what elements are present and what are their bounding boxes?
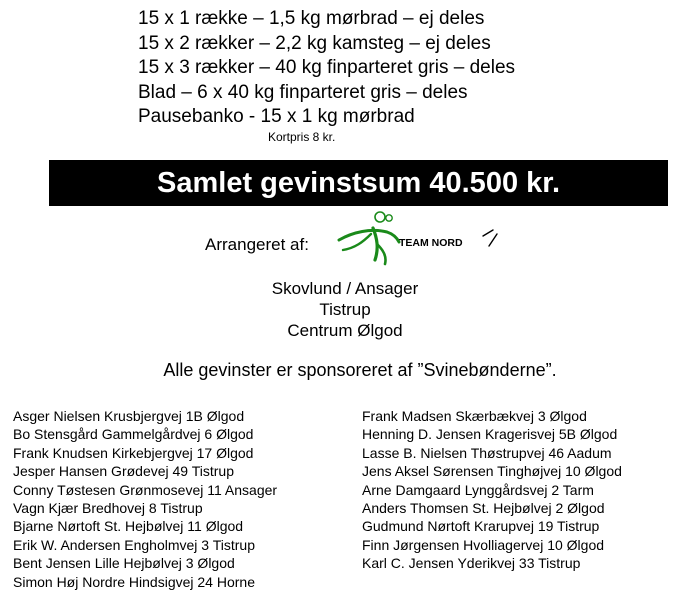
- total-prize-banner: [49, 160, 668, 206]
- winner-entry: Vagn Kjær Bredhovej 8 Tistrup: [13, 500, 203, 517]
- winner-entry: Conny Tøstesen Grønmosevej 11 Ansager: [13, 481, 278, 498]
- card-price: Kortpris 8 kr.: [268, 130, 336, 144]
- sponsor-text: Alle gevinster er sponsoreret af ”Svinebønderne”.: [163, 360, 557, 380]
- winner-entry: Jens Aksel Sørensen Tinghøjvej 10 Ølgod: [362, 463, 622, 480]
- prize-line: Blad – 6 x 40 kg finparteret gris – deles: [138, 81, 468, 103]
- winners-left-column: [13, 407, 277, 591]
- logo-wordmark: TEAM NORD: [399, 237, 463, 249]
- location-item: Tistrup: [319, 300, 371, 319]
- winner-entry: Frank Madsen Skærbækvej 3 Ølgod: [362, 408, 587, 424]
- winner-entry: Simon Høj Nordre Hindsigvej 24 Horne: [13, 573, 255, 590]
- winner-entry: Bent Jensen Lille Hejbølvej 3 Ølgod: [13, 555, 235, 572]
- team-nord-runner-logo-icon: [333, 208, 503, 268]
- prize-line: Pausebanko - 15 x 1 kg mørbrad: [138, 106, 415, 127]
- winner-entry: Jesper Hansen Grødevej 49 Tistrup: [13, 463, 234, 480]
- winner-entry: Arne Damgaard Lynggårdsvej 2 Tarm: [362, 481, 594, 498]
- prize-line: 15 x 3 rækker – 40 kg finparteret gris – deles: [138, 57, 516, 78]
- winner-entry: Finn Jørgensen Hvolliagervej 10 Ølgod: [362, 536, 605, 553]
- winner-entry: Lasse B. Nielsen Thøstrupvej 46 Aadum: [362, 444, 612, 461]
- winner-entry: Gudmund Nørtoft Krarupvej 19 Tistrup: [362, 518, 600, 535]
- location-item: Centrum Ølgod: [287, 321, 403, 340]
- total-prize-text: Samlet gevinstsum 40.500 kr.: [157, 166, 560, 199]
- winner-entry: Bjarne Nørtoft St. Hejbølvej 11 Ølgod: [13, 518, 244, 535]
- winner-entry: Bo Stensgård Gammelgårdvej 6 Ølgod: [13, 426, 254, 443]
- prize-line: 15 x 1 række – 1,5 kg mørbrad – ej deles: [138, 8, 485, 29]
- winner-entry: Frank Knudsen Kirkebjergvej 17 Ølgod: [13, 444, 254, 461]
- winner-entry: Erik W. Andersen Engholmvej 3 Tistrup: [13, 536, 255, 553]
- winner-entry: Karl C. Jensen Yderikvej 33 Tistrup: [362, 555, 581, 572]
- arranged-by-label: Arrangeret af:: [205, 235, 309, 254]
- prize-line: 15 x 2 rækker – 2,2 kg kamsteg – ej deles: [138, 32, 491, 54]
- prize-list: [138, 7, 515, 130]
- winners-right-column: [362, 407, 622, 573]
- winner-entry: Henning D. Jensen Kragerisvej 5B Ølgod: [362, 426, 618, 443]
- winner-entry: Asger Nielsen Krusbjergvej 1B Ølgod: [13, 408, 245, 424]
- team-nord-logo: [333, 208, 503, 268]
- location-item: Skovlund / Ansager: [271, 279, 419, 298]
- locations: [200, 278, 490, 341]
- winner-entry: Anders Thomsen St. Hejbølvej 2 Ølgod: [362, 500, 605, 517]
